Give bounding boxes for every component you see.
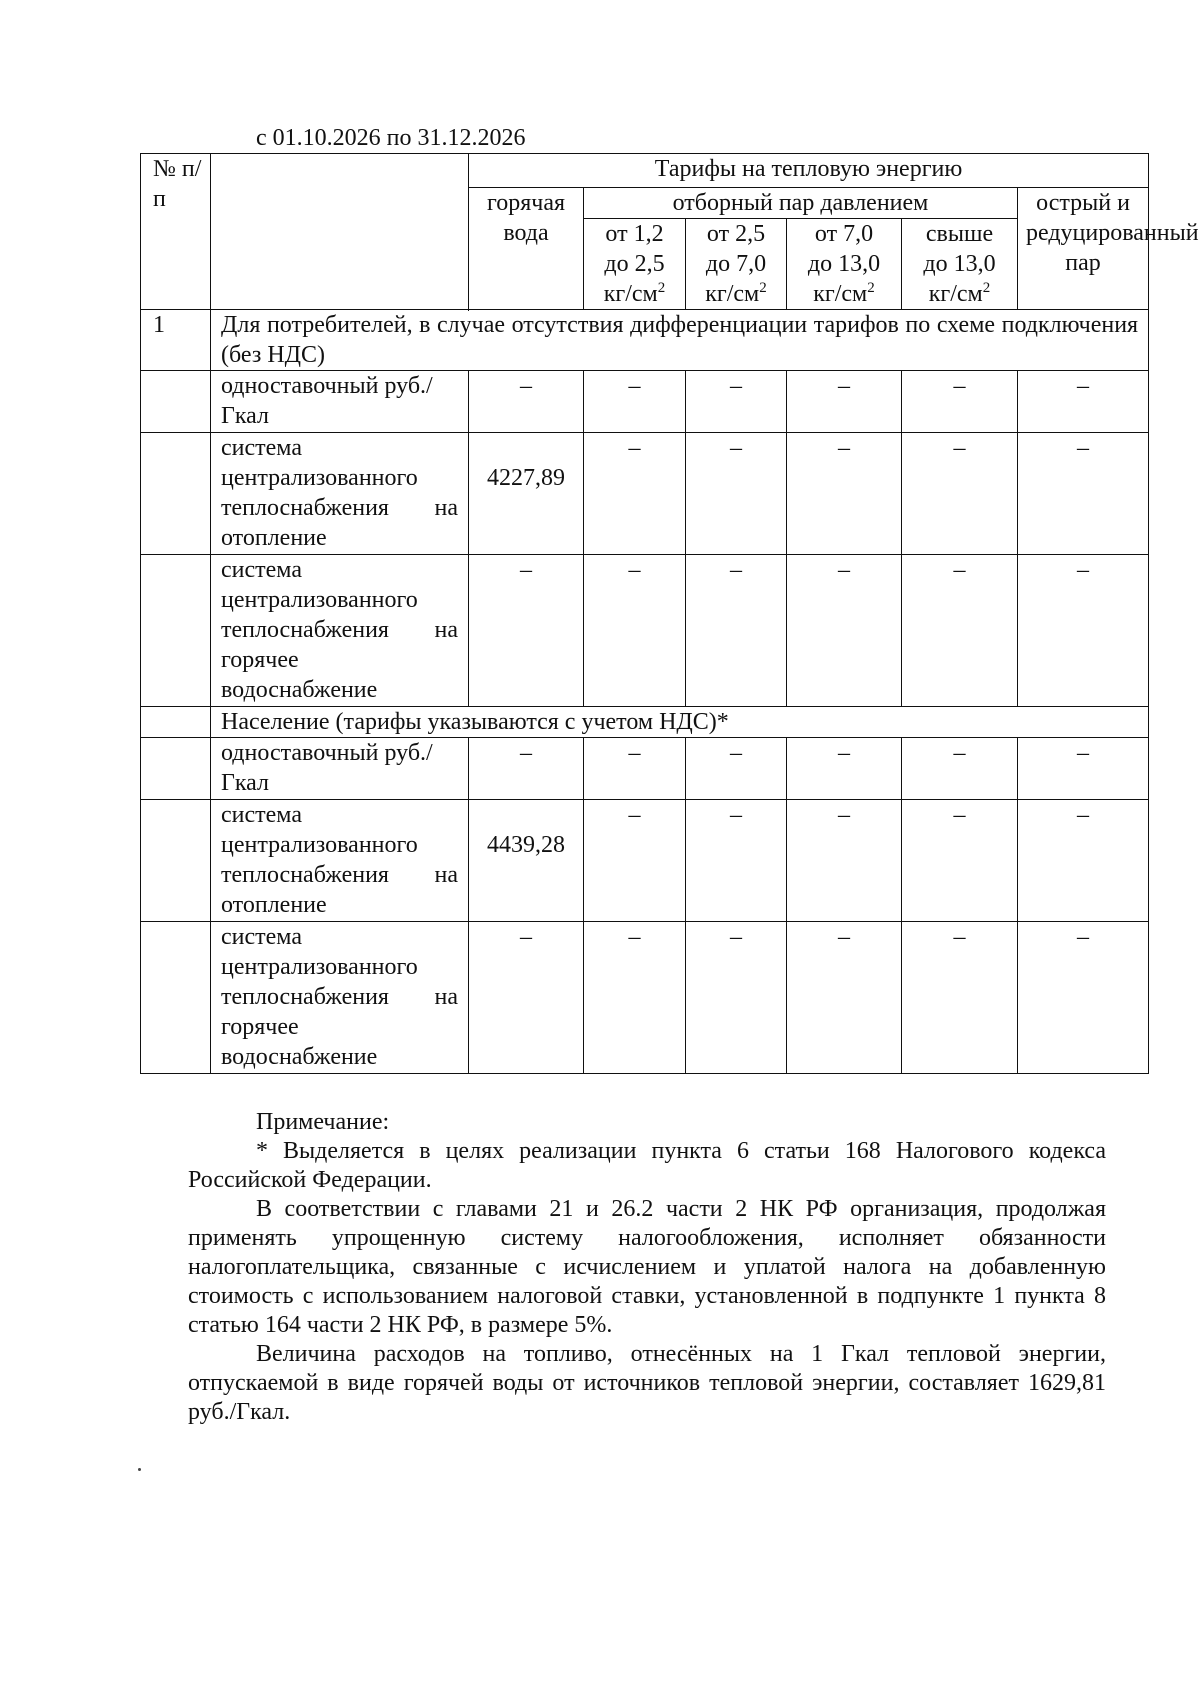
steam-col-2-to: до 7,0 [705, 251, 767, 277]
row-value: – [584, 922, 686, 1074]
row-value: – [686, 433, 787, 555]
row-value: – [686, 555, 787, 707]
row-value: – [902, 922, 1018, 1074]
row-label: одноставочный руб./Гкал [211, 738, 469, 800]
row-value: – [469, 555, 584, 707]
row-label: система централизованного теплоснабжения на отопление [211, 433, 469, 555]
unit-superscript: 2 [867, 280, 875, 296]
row-value: – [686, 800, 787, 922]
unit-superscript: 2 [657, 280, 666, 296]
section-1-num: 1 [141, 310, 211, 371]
header-steam-col-3 [787, 219, 902, 310]
steam-col-3-to: до 13,0 [807, 251, 881, 277]
row-value: – [787, 800, 902, 922]
row-value: – [1018, 433, 1149, 555]
row-value: – [1018, 800, 1149, 922]
row-value: – [584, 433, 686, 555]
header-hot-water: горячая вода [469, 188, 584, 310]
scan-artifact-dot [138, 1468, 141, 1471]
row-value: – [584, 555, 686, 707]
row-value: – [584, 800, 686, 922]
steam-col-2-unit: кг/см [705, 281, 760, 307]
row-label: система централизованного теплоснабжения на горячее водоснабжение [211, 555, 469, 707]
row-value: – [1018, 738, 1149, 800]
row-value: – [902, 738, 1018, 800]
steam-col-4-unit: кг/см [928, 281, 983, 307]
row-num-cell [141, 433, 211, 555]
row-num-cell [141, 922, 211, 1074]
row-label: система централизованного теплоснабжения на отопление [211, 800, 469, 922]
row-value: – [787, 433, 902, 555]
steam-col-4-to: до 13,0 [923, 251, 996, 277]
row-value: – [469, 922, 584, 1074]
row-value: – [469, 371, 584, 433]
row-value: – [902, 555, 1018, 707]
notes-title: Примечание: [256, 1109, 390, 1135]
header-acute-steam: острый и редуцированный пар [1018, 188, 1149, 310]
row-value: – [787, 555, 902, 707]
row-value: – [1018, 371, 1149, 433]
tariff-period: с 01.10.2026 по 31.12.2026 [256, 125, 526, 151]
row-value: – [686, 371, 787, 433]
header-steam-col-4 [902, 219, 1018, 310]
header-num: № п/п [153, 156, 202, 212]
section-2-title: Население (тарифы указываются с учетом НДС)* [211, 707, 1149, 738]
steam-col-3-unit: кг/см [813, 281, 868, 307]
row-value: – [469, 738, 584, 800]
notes-block [188, 1108, 1106, 1427]
header-steam-col-1 [584, 219, 686, 310]
row-value: 4439,28 [469, 800, 584, 922]
header-steam-group: отборный пар давлением [584, 188, 1018, 219]
row-num-cell [141, 800, 211, 922]
section-2-num [141, 707, 211, 738]
note-paragraph: Величина расходов на топливо, отнесённых на 1 Гкал тепловой энергии, отпускаемой в виде горячей воды от источников тепловой энергии, составляет 1629,81 руб./Гкал. [188, 1341, 1106, 1425]
steam-col-4-from: свыше [925, 221, 994, 247]
row-value: – [787, 922, 902, 1074]
row-num-cell [141, 371, 211, 433]
row-label: одноставочный руб./Гкал [211, 371, 469, 433]
row-label: система централизованного теплоснабжения на горячее водоснабжение [211, 922, 469, 1074]
steam-col-3-from: от 7,0 [814, 221, 874, 247]
header-tariffs-title: Тарифы на тепловую энергию [469, 154, 1149, 188]
row-value: – [686, 922, 787, 1074]
row-value: – [902, 371, 1018, 433]
unit-superscript: 2 [759, 280, 767, 296]
note-paragraph: * Выделяется в целях реализации пункта 6 статьи 168 Налогового кодекса Российской Федерации. [188, 1138, 1106, 1193]
row-value: – [1018, 555, 1149, 707]
steam-col-1-unit: кг/см [603, 281, 658, 307]
header-steam-col-2 [686, 219, 787, 310]
row-value: – [584, 738, 686, 800]
note-paragraph: В соответствии с главами 21 и 26.2 части 2 НК РФ организация, продолжая применять упрощенную систему налогообложения, исполняет обязанности налогоплательщика, связанные с исчислением и уплатой налога на добавленную стоимость с использованием налоговой ставки, установленной в подпункте 1 пункта 8 статью 164 части 2 НК РФ, в размере 5%. [188, 1196, 1106, 1338]
row-num-cell [141, 555, 211, 707]
row-value: 4227,89 [469, 433, 584, 555]
row-value: – [902, 433, 1018, 555]
row-value: – [902, 800, 1018, 922]
unit-superscript: 2 [982, 280, 991, 296]
steam-col-1-to: до 2,5 [604, 251, 665, 277]
row-value: – [686, 738, 787, 800]
row-value: – [584, 371, 686, 433]
header-num-cell [141, 154, 211, 310]
row-value: – [1018, 922, 1149, 1074]
steam-col-1-from: от 1,2 [605, 221, 664, 247]
row-value: – [787, 738, 902, 800]
header-empty-cell [211, 154, 469, 310]
row-value: – [787, 371, 902, 433]
steam-col-2-from: от 2,5 [706, 221, 766, 247]
tariff-table [140, 153, 1199, 1074]
row-num-cell [141, 738, 211, 800]
section-1-title: Для потребителей, в случае отсутствия дифференциации тарифов по схеме подключения (без НДС) [211, 310, 1149, 371]
